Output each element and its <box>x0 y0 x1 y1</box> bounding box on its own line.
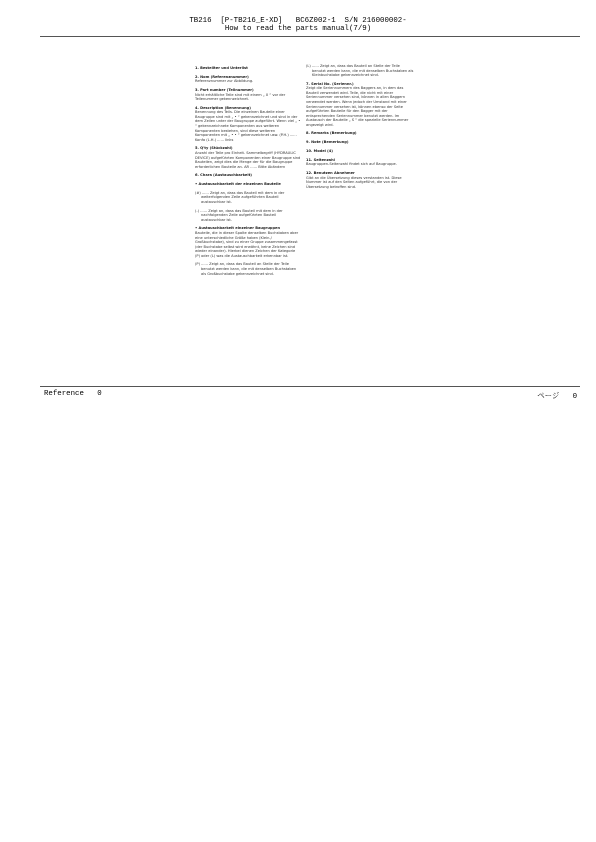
section-title: 5. Q'ty (Stückzahl) <box>195 146 233 151</box>
document-header-model: TB216 [P-TB216_E-XD] BC6Z002-1 S/N 216000002- <box>189 17 407 25</box>
manual-text-column-left <box>195 66 301 280</box>
section-body: Referenznummer zur Abbildung. <box>195 79 254 84</box>
section-title: 7. Serial No. (Seriennr.) <box>306 81 354 86</box>
section-body: Anzahl der Teile pro Einheit. Sammelbegriff (HYDRAULIC DEVICE) aufgeführten Komponenten einer Baugruppe sind Bauteilen, zeigt dies die Menge der für die Baugruppe erforderlichen Bauteile an. AR ...... Bitte Abändern <box>195 150 301 169</box>
section-title: • Austauschbarkeit einzelner Baugruppen <box>195 226 281 231</box>
footer-divider <box>40 386 580 387</box>
manual-text-column-right <box>306 64 414 193</box>
section-title: 4. Description (Benennung) <box>195 105 251 110</box>
page-label: ページ <box>537 393 560 401</box>
section-body: Nicht erhältliche Teile sind mit einem „ X “ vor der Teilenummer gekennzeichnet. <box>195 92 286 102</box>
section-body: (#) ...... Zeigt an, dass das Bauteil mit dem in der weiterfolgenden Zeile aufgeführten Bauteil austauschbar ist. <box>195 190 285 204</box>
manual-section <box>195 226 301 258</box>
section-title: 2. Nom (Referenznummer) <box>195 74 249 79</box>
page-number: 0 <box>572 393 577 401</box>
section-title: 8. Remarks (Bemerkung) <box>306 131 357 136</box>
manual-section <box>195 191 301 205</box>
manual-section <box>195 146 301 169</box>
section-title: 3. Part number (Teilnummer) <box>195 88 254 93</box>
footer-page <box>537 390 577 401</box>
manual-section <box>306 64 414 78</box>
section-title: 11. Seitenzahl <box>306 157 335 162</box>
manual-section <box>195 173 301 178</box>
reference-label: Reference <box>44 390 84 398</box>
section-body: (L) ...... Zeigt an, dass das Bauteil an Stelle der Teile benutzt werden kann, die mit denselben Buchstaben als Kleinbuchstabe gekennzeichnet sind. <box>306 64 414 78</box>
manual-section <box>306 158 414 167</box>
section-title: 12. Benutzen Abnehmer <box>306 170 355 175</box>
section-title: • Austauschbarkeit der einzelnen Bauteile <box>195 182 281 187</box>
section-body: Bauteile, die in dieser Spalte denselben Buchstaben aber eine unterschiedliche Größe haben (Klein-/ Großbuchstabe), sind zu einer Gruppe zusammengefasst (der Buchstabe selbst wird erwähnt, keine Zeichen sind wieder einander). Hierbei dienen Zeichen der Kategorie (P) oder (L) was die Austauschbarkeit erkennbar ist. <box>195 231 299 258</box>
manual-section <box>195 75 301 84</box>
manual-section <box>306 149 414 154</box>
section-body: (P) ...... Zeigt an, dass das Bauteil an Stelle der Teile benutzt werden kann, die mit denselben Buchstaben als Großbuchstabe gekennzeichnet sind. <box>195 262 297 276</box>
manual-section <box>306 171 414 189</box>
manual-section <box>195 182 301 187</box>
section-body: Gibt an die Übersetzung dieses verstanden ist. Diese Nummer ist auf den Seiten aufgeführt, die von der Übersetzung betroffen sind. <box>306 175 402 189</box>
section-title: 6. Chara (Austauschbarkeit) <box>195 173 252 178</box>
manual-section <box>195 209 301 223</box>
footer-reference <box>44 390 102 398</box>
reference-value: 0 <box>97 390 102 398</box>
section-body: (-) ...... Zeigt an, dass das Bauteil mit dem in der nachfolgenden Zeile aufgeführten Bauteil austauschbar ist. <box>195 208 283 222</box>
document-header-title: How to read the parts manual(7/9) <box>224 25 372 33</box>
manual-section <box>195 88 301 102</box>
section-title: 1. Bestellter und Unterlist <box>195 66 248 70</box>
section-body: Zeigt die Seriennummern des Baggers an, in dem das Bauteil verwendet wird. Teile, die nicht mit einer Seriennummer versehen sind, können in allen Baggern verwendet werden. Wenn jedoch der Umstand mit einer Seriennummer versehen ist, können ebenso der Seite aufgeführten Bauteile für den Bagger mit der entsprechenden Seriennummer benutzt werden. Im Austausch der Bauteile „ S “ die spezielle Seriennummer angezeigt wird. <box>306 86 409 127</box>
manual-section <box>306 82 414 127</box>
section-body: Baugruppen-Seitenzahl findet sich auf Baugruppe. <box>306 162 397 167</box>
manual-section <box>195 66 301 71</box>
manual-section <box>306 140 414 145</box>
manual-section <box>195 262 301 276</box>
section-body: Benennung des Teils. Die einzelnen Bauteile einer Baugruppe sind mit „ • “ gekennzeichnet und sind in der dem Zeilen unter der Baugruppe aufgeführt. Wenn viel „ • “ gekennzeichnete Komponenten aus weiteren Komponenten bestehen, sind diese weiteren Komponenten mit „ • • “ gekennzeichnet usw. (P.H.) ...... Konfa (L.H.) ...... links <box>195 110 301 142</box>
section-title: 9. Note (Bemerkung) <box>306 140 349 145</box>
section-title: 10. Model (4) <box>306 148 333 153</box>
header-divider <box>40 36 580 37</box>
manual-section <box>306 131 414 136</box>
manual-section <box>195 106 301 142</box>
